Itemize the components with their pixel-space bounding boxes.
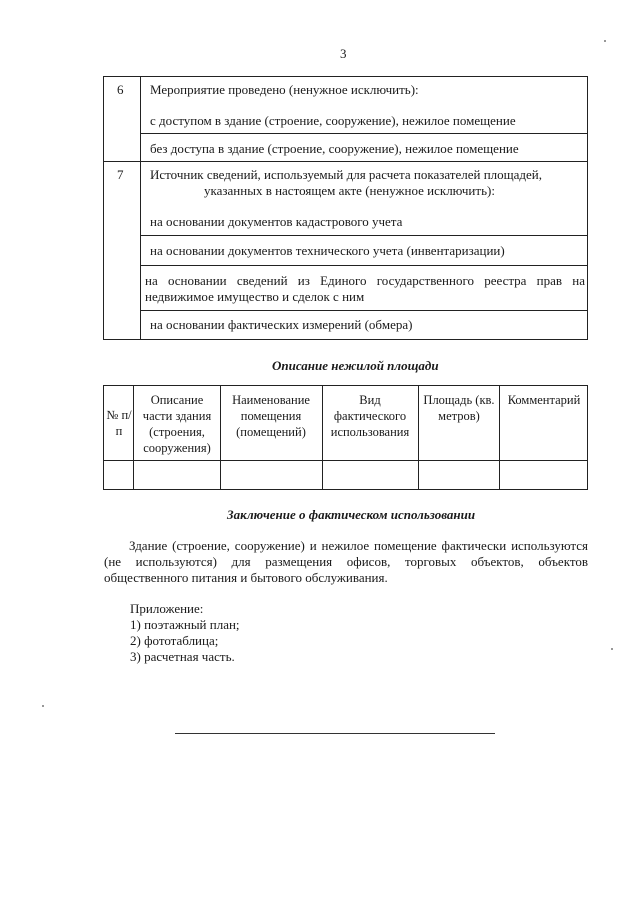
conclusion-text: Здание (строение, сооружение) и нежилое помещение фактически используются (не используются) для размещения офисов, торговых объектов, объектов общественного питания и бытового обслуживания. (104, 538, 588, 585)
page-number: 3 (340, 46, 347, 61)
option-cadastral: на основании документов кадастрового учета (150, 214, 403, 229)
scan-speck (42, 705, 44, 707)
header-number: № п/п (106, 408, 132, 438)
header-room-name: Наименование помещения (помещений) (232, 393, 310, 439)
source-heading-line2: указанных в настоящем акте (ненужное исключить): (204, 183, 495, 198)
scan-speck (604, 40, 606, 42)
row-number-7: 7 (117, 167, 124, 182)
option-technical: на основании документов технического учета (инвентаризации) (150, 243, 505, 258)
appendix-item-1: 1) поэтажный план; (130, 617, 240, 632)
header-area: Площадь (кв. метров) (423, 393, 495, 423)
header-actual-use: Вид фактического использования (330, 393, 410, 439)
source-heading-line1: Источник сведений, используемый для расчета показателей площадей, (150, 167, 543, 182)
option-registry: на основании сведений из Единого государственного реестра прав на недвижимое имущество и сделок с ним (145, 273, 585, 304)
event-heading: Мероприятие проведено (ненужное исключить): (150, 82, 419, 97)
bottom-separator-line (175, 733, 495, 734)
appendix-item-2: 2) фототаблица; (130, 633, 219, 648)
header-part-description: Описание части здания (строения, сооружения) (142, 393, 212, 455)
row-number-6: 6 (117, 82, 124, 97)
header-comment: Комментарий (507, 393, 581, 407)
option-with-access: с доступом в здание (строение, сооружение), нежилое помещение (150, 113, 516, 128)
section-title: Описание нежилой площади (272, 358, 439, 373)
option-without-access: без доступа в здание (строение, сооружение), нежилое помещение (150, 141, 519, 156)
appendix-title: Приложение: (130, 601, 204, 616)
scan-speck (611, 648, 613, 650)
option-measurements: на основании фактических измерений (обмера) (150, 317, 413, 332)
conclusion-title: Заключение о фактическом использовании (227, 507, 476, 522)
appendix-item-3: 3) расчетная часть. (130, 649, 235, 664)
